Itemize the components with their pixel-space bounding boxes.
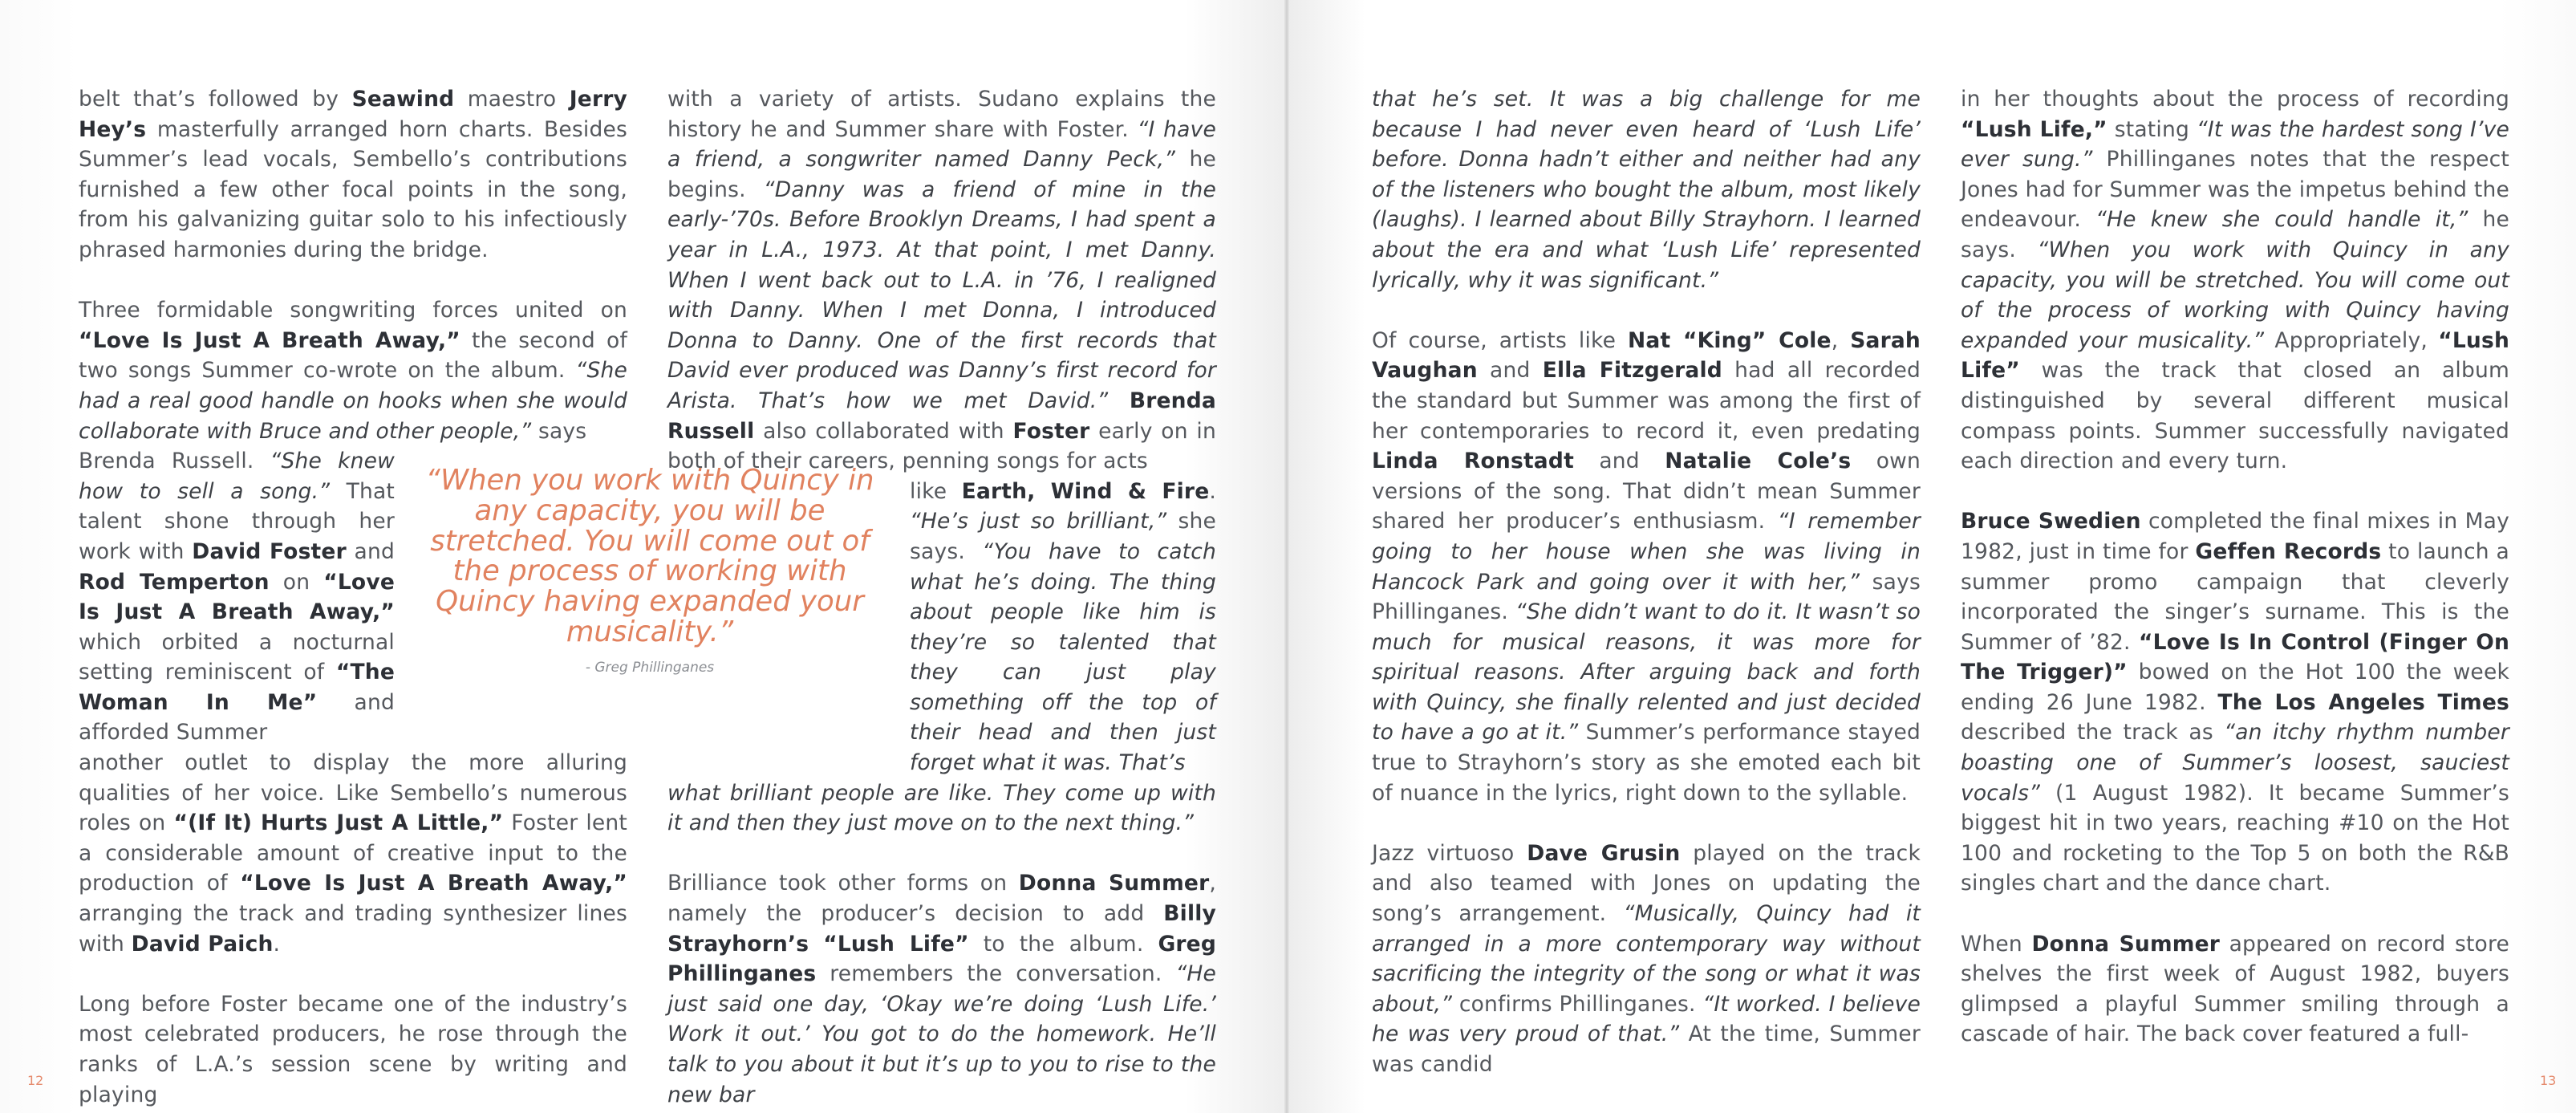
bold-text: David Foster — [192, 538, 347, 564]
italic-quote: “She didn’t want to do it. It wasn’t so much for musical reasons, it was more for spiritual reasons. After arguing back and forth with Quincy, she finally relented and just decided to have a go at it.” — [1372, 599, 1921, 745]
body-text: and afforded Summer — [79, 689, 395, 745]
body-text: she says. — [910, 509, 1216, 564]
body-text: Phillinganes notes that the respect Jones had for Summer was the impetus behind the endeavour. — [1961, 147, 2509, 233]
body-text: to launch a summer promo campaign that cleverly incorporated the singer’s surname. This is the Summer of ’82. — [1961, 538, 2509, 655]
body-text: described the track as — [1961, 720, 2225, 745]
bold-text: Billy Strayhorn’s — [667, 901, 1216, 957]
body-text: and — [346, 538, 395, 564]
bold-text: Nat “King” Cole — [1628, 327, 1832, 353]
body-text: played on the track and also teamed with Jones on updating the song’s arrangement. — [1372, 840, 1921, 927]
body-text: Brenda Russell. — [79, 449, 270, 474]
paragraph — [79, 446, 395, 748]
pull-quote-attribution: - Greg Phillinganes — [585, 660, 715, 676]
bold-text: “Lush Life” — [823, 931, 969, 957]
body-text — [809, 932, 823, 957]
italic-quote: “He just said one day, ‘Okay we’re doing ‘Lush Life.’ Work it out.’ You got to do the homework. He’ll talk to you about it but it’s up to you to rise to the new bar — [667, 961, 1216, 1107]
body-text: like — [910, 478, 962, 504]
body-text: was the track that closed an album distinguished by several different musical compass points. Summer successfully navigated each direction and every turn. — [1961, 358, 2509, 474]
page-gutter — [1284, 0, 1289, 1113]
paragraph — [79, 989, 627, 1110]
bold-text: Sarah Vaughan — [1372, 327, 1921, 384]
page-number-right: 13 — [2540, 1073, 2557, 1088]
body-text: , namely the producer’s decision to add — [667, 871, 1216, 927]
italic-quote: that he’s set. It was a big challenge for me because I had never even heard of ‘Lush Life’ before. Donna hadn’t either and neither had any of the listeners who bought the album, most likely (laughs). I learned about Billy Strayhorn. I learned about the era and what ‘Lush Life’ represented lyrically, why it was significant.” — [1372, 87, 1921, 293]
italic-quote: what brilliant people are like. They come up with it and then they just move on to the next thing.” — [667, 780, 1216, 836]
body-text: belt that’s followed by — [79, 87, 352, 112]
bold-text: Natalie Cole’s — [1665, 449, 1852, 474]
body-text: , — [1831, 327, 1851, 353]
body-text: which orbited a nocturnal setting reminiscent of — [79, 629, 395, 685]
body-text: Foster lent a considerable amount of creative input to the production of — [79, 810, 628, 896]
body-text: and — [1477, 358, 1543, 384]
bold-text: Greg Phillinganes — [667, 931, 1217, 987]
bold-text: The Los Angeles Times — [2217, 689, 2509, 715]
body-text: Three formidable songwriting forces united on — [79, 298, 627, 323]
body-text: another outlet to display the more alluring qualities of her voice. Like Sembello’s numerous roles on — [79, 750, 627, 836]
italic-quote: “He’s just so brilliant,” — [910, 509, 1167, 534]
bold-text: “The Woman In Me” — [79, 660, 395, 715]
body-text: also collaborated with — [754, 418, 1013, 444]
italic-quote: “I have a friend, a songwriter named Danny Peck,” — [667, 116, 1216, 173]
paragraph — [1372, 839, 1921, 1080]
bold-text: Earth, Wind & Fire — [961, 478, 1210, 504]
bold-text: “Lush Life” — [1961, 327, 2510, 384]
body-text: completed the final mixes in May 1982, just in time for — [1961, 509, 2509, 564]
bold-text: Ella Fitzgerald — [1542, 358, 1722, 384]
page-number-left: 12 — [27, 1073, 44, 1088]
pull-quote: “When you work with Quincy in any capacity, you will be stretched. You will come out of the process of working with Quincy having expanded your musicality.” — [425, 464, 874, 648]
body-text: Long before Foster became one of the industry’s most celebrated producers, he rose through the ranks of L.A.’s session scene by writing and playing — [79, 991, 627, 1107]
body-text: . — [273, 931, 281, 957]
body-text: to the album. — [968, 931, 1158, 957]
body-text: That talent shone through her work with — [79, 478, 395, 564]
bold-text: “(If It) Hurts Just A Little,” — [173, 810, 504, 836]
bold-text: Donna Summer — [1018, 871, 1210, 896]
body-text: remembers the conversation. — [816, 961, 1176, 987]
body-text: says Phillinganes. — [1372, 569, 1921, 625]
body-text: masterfully arranged horn charts. Besides Summer’s lead vocals, Sembello’s contributions furnished a few other focal points in the song, from his galvanizing guitar solo to his infectiously phrased harmonies during the bridge. — [79, 116, 627, 262]
italic-quote: “Musically, Quincy had it arranged in a more contemporary way without sacrificing the integrity of the song or what it was about,” — [1372, 901, 1921, 1017]
bold-text: Donna Summer — [2031, 931, 2221, 957]
italic-quote: “You have to catch what he’s doing. The thing about people like him is they’re so talented that they can just play something off the top of their head and then just forget what it was. That’s — [910, 538, 1216, 776]
column-4 — [1961, 84, 2509, 1050]
italic-quote: “When you work with Quincy in any capacity, you will be stretched. You will come out of the process of working with Quincy having expanded your musicality.” — [1961, 237, 2509, 353]
italic-quote: “He knew she could handle it,” — [2095, 207, 2468, 233]
paragraph — [1372, 326, 1921, 809]
body-text: Brilliance took other forms on — [667, 871, 1019, 896]
bold-text: “Love Is In Control (Finger On The Trigger)” — [1961, 629, 2510, 685]
body-text: with a variety of artists. Sudano explains the history he and Summer share with Foster. — [667, 87, 1216, 142]
body-text — [1108, 388, 1130, 413]
italic-quote: “I remember going to her house when she was living in Hancock Park and going over it with her,” — [1372, 509, 1921, 595]
paragraph — [667, 868, 1216, 1110]
paragraph — [1961, 929, 2509, 1050]
body-text: arranging the track and trading synthesizer lines with — [79, 901, 627, 957]
body-text: Of course, artists like — [1372, 327, 1629, 353]
body-text: and — [1573, 449, 1665, 474]
body-text: stating — [2107, 116, 2197, 142]
paragraph — [79, 748, 627, 959]
bold-text: Foster — [1012, 418, 1090, 444]
bold-text: Rod Temperton — [79, 569, 270, 595]
body-text: bowed on the Hot 100 the week ending 26 June 1982. — [1961, 660, 2509, 715]
body-text: Appropriately, — [2264, 327, 2439, 353]
body-text: Jazz virtuoso — [1372, 840, 1527, 866]
bold-text: David Paich — [131, 931, 274, 957]
bold-text: Linda Ronstadt — [1372, 449, 1574, 474]
bold-text: Brenda Russell — [667, 388, 1217, 444]
body-text: Summer’s performance stayed true to Strayhorn’s story as she emoted each bit of nuance in the lyrics, right down to the syllable. — [1372, 720, 1921, 806]
body-text: own versions of the song. That didn’t mean Summer shared her producer’s enthusiasm. — [1372, 449, 1921, 534]
body-text: appeared on record store shelves the first week of August 1982, buyers glimpsed a playful Summer smiling through a cascade of hair. The back cover featured a full- — [1961, 931, 2509, 1047]
paragraph — [910, 477, 1216, 778]
paragraph-wrap — [79, 446, 395, 748]
bold-text: “Love Is Just A Breath Away,” — [79, 327, 460, 353]
paragraph — [79, 295, 627, 446]
body-text: says — [531, 418, 587, 444]
paragraph-wrap — [910, 477, 1216, 778]
italic-quote: “She had a real good handle on hooks when she would collaborate with Bruce and other people,” — [79, 358, 627, 444]
body-text: . — [1209, 478, 1217, 504]
paragraph — [667, 84, 1216, 477]
bold-text: Geffen Records — [2195, 538, 2382, 564]
paragraph — [1961, 84, 2509, 477]
bold-text: Seawind — [351, 87, 455, 112]
paragraph — [1961, 506, 2509, 899]
body-text: in her thoughts about the process of recording — [1961, 87, 2509, 112]
body-text: had all recorded the standard but Summer was among the first of her contemporaries to record it, even predating — [1372, 358, 1921, 444]
bold-text: Bruce Swedien — [1961, 509, 2141, 534]
body-text: he begins. — [667, 147, 1216, 202]
body-text: on — [269, 569, 324, 595]
paragraph — [667, 778, 1216, 839]
paragraph — [1372, 84, 1921, 295]
bold-text: “Lush Life,” — [1961, 116, 2107, 142]
italic-quote: “It worked. I believe he was very proud of that.” — [1372, 991, 1921, 1047]
body-text: At the time, Summer was candid — [1372, 1022, 1921, 1077]
column-3 — [1372, 84, 1921, 1080]
body-text: maestro — [454, 87, 570, 112]
body-text: When — [1961, 931, 2032, 957]
bold-text: “Love Is Just A Breath Away,” — [79, 569, 395, 625]
body-text: he says. — [1961, 207, 2509, 262]
italic-quote: “She knew how to sell a song.” — [79, 449, 395, 504]
italic-quote: “It was the hardest song I’ve ever sung.” — [1961, 116, 2509, 173]
body-text: confirms Phillinganes. — [1452, 991, 1703, 1017]
bold-text: “Love Is Just A Breath Away,” — [240, 871, 627, 896]
body-text: the second of two songs Summer co-wrote on the album. — [79, 327, 627, 384]
italic-quote: “an itchy rhythm number boasting one of Summer’s loosest, sauciest vocals” — [1961, 720, 2509, 806]
italic-quote: “Danny was a friend of mine in the early-’70s. Before Brooklyn Dreams, I had spent a year in L.A., 1973. At that point, I met Danny. When I went back out to L.A. in ’76, I realigned with Danny. When I met Donna, I introduced Donna to Danny. One of the first records that David ever produced was Danny’s first record for Arista. That’s how we met David.” — [667, 177, 1217, 413]
bold-text: Jerry Hey’s — [79, 87, 627, 142]
bold-text: Dave Grusin — [1527, 840, 1681, 866]
body-text: (1 August 1982). It became Summer’s biggest hit in two years, reaching #10 on the Hot 100 and rocketing to the Top 5 on both the R&B singles chart and the dance chart. — [1961, 780, 2509, 896]
paragraph — [79, 84, 627, 266]
body-text: early on in both of their careers, penning songs for acts — [667, 418, 1216, 474]
